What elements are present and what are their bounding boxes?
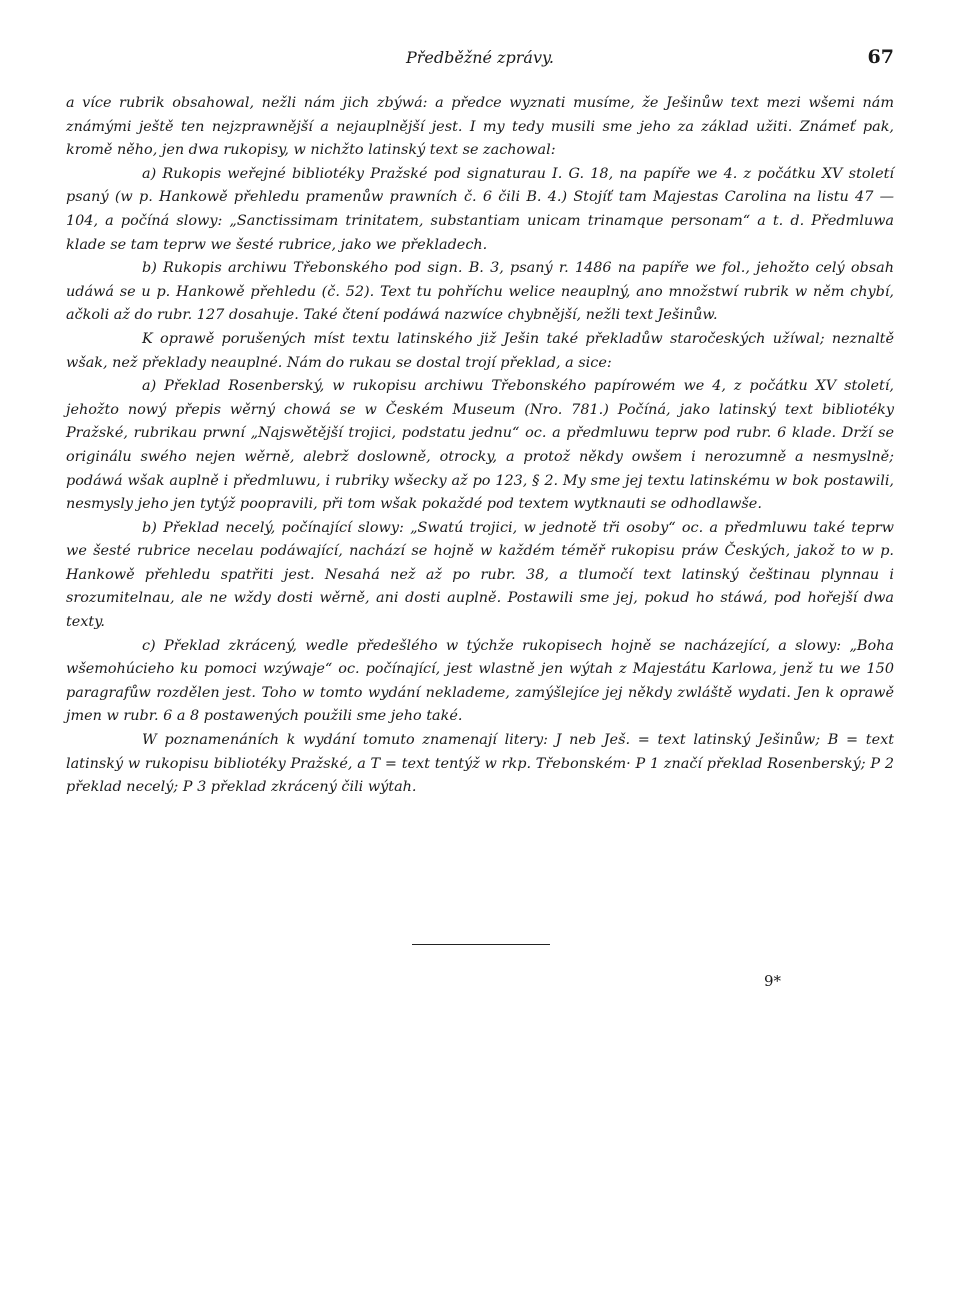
book-page (66, 0, 894, 1289)
paragraph-translations-intro: K oprawě porušených míst textu latinského již Ješin také překladůw staročeských užíwal; neznaltě wšak, než překlady neauplné. Nám do rukau se dostal trojí překlad, a sice: (66, 330, 894, 371)
paragraph-translation-c: c) Překlad zkrácený, wedle předešlého w týchže rukopisech hojně se nacházející, a slowy: „Boha wšemohúcieho ku pomoci wzýwaje“ oc. počínající, jest wlastně jen wýtah z Majestátu Karlowa, jenž tu we 150 paragrafůw rozdělen jest. Toho w tomto wydání neklademe, zamýšlejíce jej někdy zwláště wydati. Jen k oprawě jmen w rubr. 6 a 8 postawených použili sme jeho také. (66, 637, 894, 725)
paragraph-translation-b: b) Překlad necelý, počínající slowy: „Swatú trojici, w jednotě tři osoby“ oc. a předmluwu také teprw we šesté rubrice necelau podáwající, nachází se hojně w každém téměř rukopisu práw Českých, jakož to w p. Hankowě přehledu spatřiti jest. Nesahá než až po rubr. 38, a tlumočí text latinský češtinau plynnau i srozumitelnau, ale ne wždy dosti wěrně, ani dosti auplně. Postawili sme jej, pokud ho stáwá, pod hořejší dwa texty. (66, 519, 894, 631)
page-header (66, 48, 894, 72)
printer-signature: 9* (764, 972, 782, 990)
body-text (66, 92, 894, 800)
paragraph-intro: a více rubrik obsahowal, nežli nám jich zbýwá: a předce wyznati musíme, že Ješinůw text mezi wšemi nám známými ještě ten nejzprawnější a nejauplnější jest. I my tedy musili sme jeho za základ užiti. Známeť pak, kromě něho, jen dwa rukopisy, w nichžto latinský text se zachowal: (66, 95, 894, 159)
paragraph-sigla: W poznamenáních k wydání tomuto znamenají litery: J neb Ješ. = text latinský Ješinůw; B = text latinský w rukopisu bibliotéky Pražské, a T = text tentýž w rkp. Třebonském· P 1 značí překlad Rosenberský; P 2 překlad necelý; P 3 překlad zkrácený čili wýtah. (66, 732, 894, 796)
paragraph-manuscript-b: b) Rukopis archiwu Třebonského pod sign. B. 3, psaný r. 1486 na papíře we fol., jehožto celý obsah udáwá se u p. Hankowě přehledu (č. 52). Text tu pohříchu welice neauplný, ano množstwí rubrik w něm chybí, ačkoli až do rubr. 127 dosahuje. Také čtení podáwá nazwíce chybnější, nežli text Ješinůw. (66, 260, 894, 324)
paragraph-translation-a: a) Překlad Rosenberský, w rukopisu archiwu Třebonského papírowém we 4, z počátku XV století, jehožto nowý přepis wěrný chowá se w Českém Museum (Nro. 781.) Počíná, jako latinský text bibliotéky Pražské, rubrikau prwní „Najswětější trojici, podstatu jednu“ oc. a předmluwu teprw pod rubr. 6 klade. Drží se originálu swého nejen wěrně, alebrž doslowně, otrocky, a protož někdy owšem i nerozumně a nesmyslně; podáwá wšak auplně i předmluwu, i rubriky wšecky až po 123, § 2. My sme jej textu latinskému w bok postawili, nesmysly jeho jen tytýž poopravili, při tom wšak pokaždé pod textem wytknauti se odhodlawše. (66, 378, 894, 513)
running-head: Předběžné zprávy. (405, 48, 555, 67)
page-number: 67 (867, 46, 894, 68)
paragraph-manuscript-a: a) Rukopis weřejné bibliotéky Pražské pod signaturau I. G. 18, na papíře we 4. z počátku XV století psaný (w p. Hankowě přehledu pramenůw prawních č. 6 čili B. 4.) Stojíť tam Majestas Carolina na listu 47 — 104, a počíná slowy: „Sanctissimam trinitatem, substantiam unicam trinamque personam“ a t. d. Předmluwa klade se tam teprw we šesté rubrice, jako we překladech. (66, 165, 894, 253)
section-divider (412, 944, 550, 945)
